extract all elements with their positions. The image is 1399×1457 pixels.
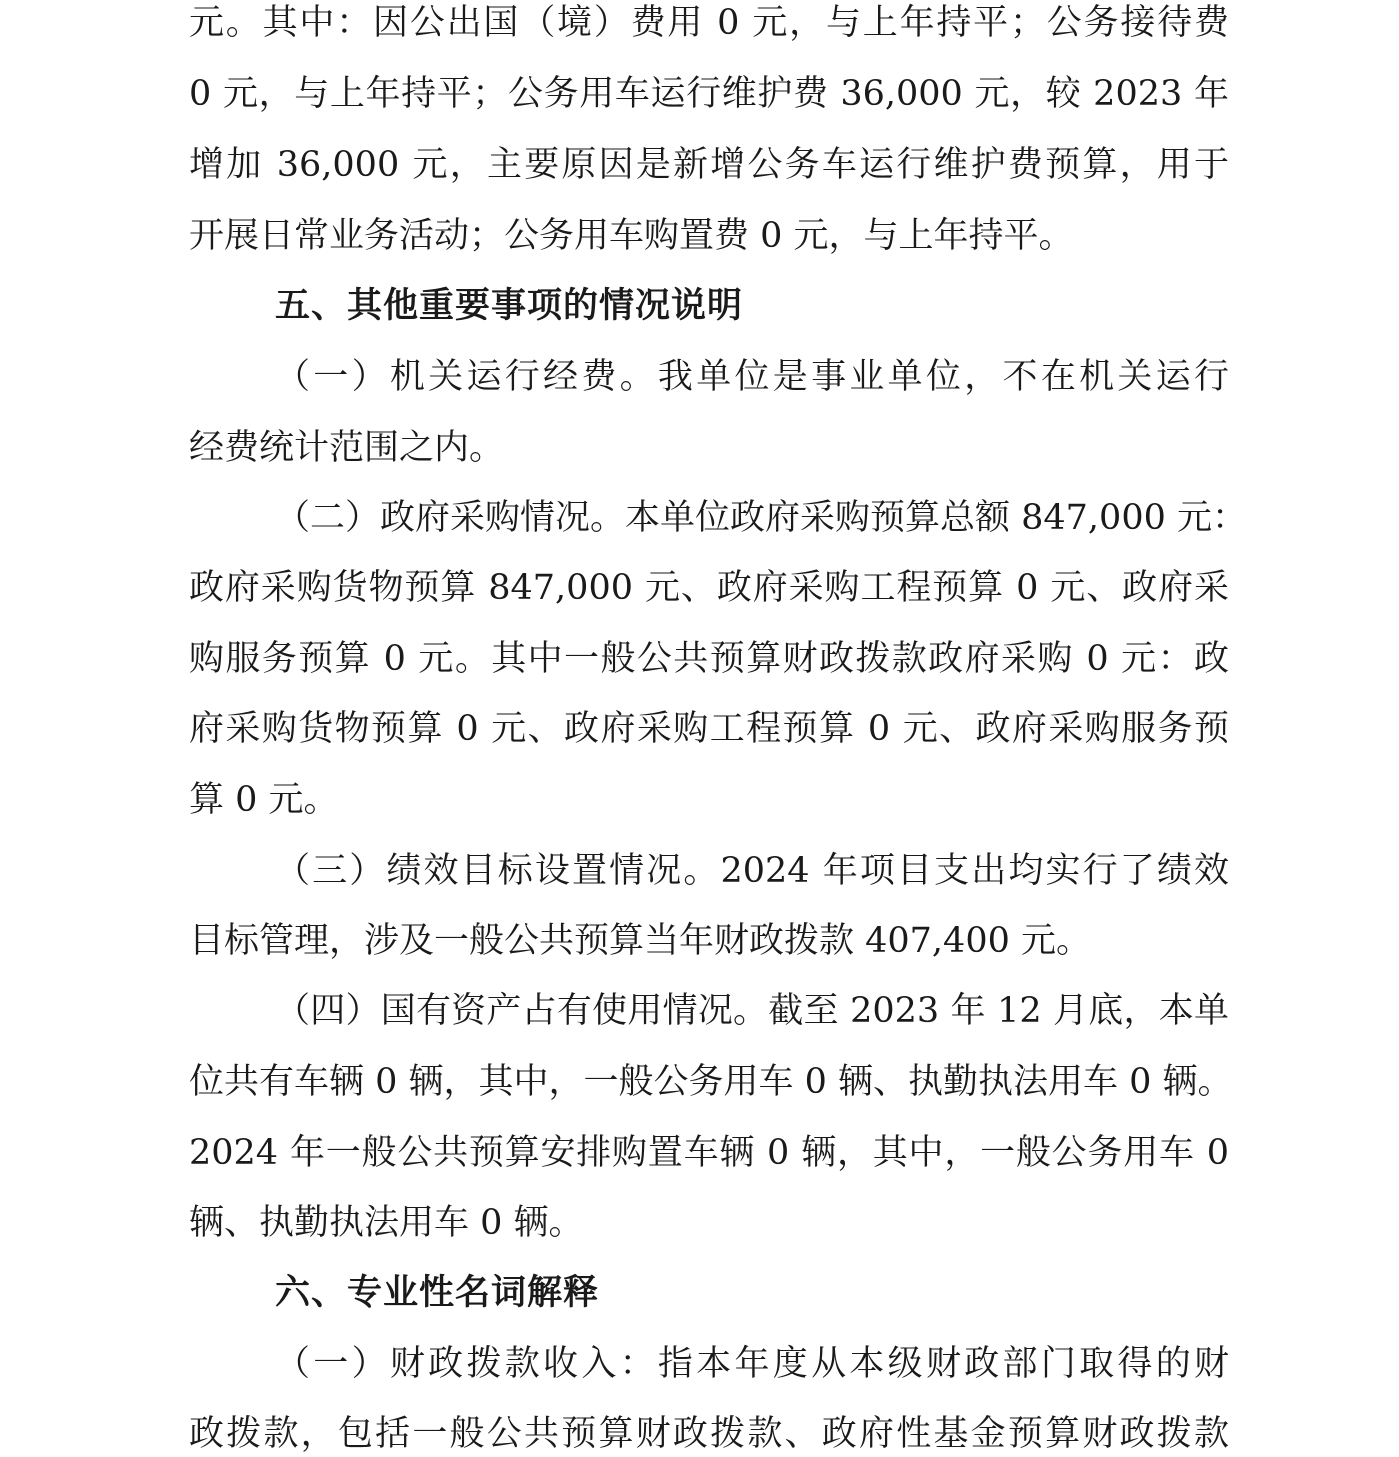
body-text-line: 0 元，与上年持平；公务用车运行维护费 36,000 元，较 2023 年 [189, 74, 1229, 114]
body-text-line: 购服务预算 0 元。其中一般公共预算财政拨款政府采购 0 元：政 [189, 639, 1229, 679]
body-text-line: 政府采购货物预算 847,000 元、政府采购工程预算 0 元、政府采 [189, 568, 1229, 608]
body-text-line: 经费统计范围之内。 [189, 428, 505, 468]
body-text-line: 算 0 元。 [189, 780, 339, 820]
body-text-line: （一）财政拨款收入：指本年度从本级财政部门取得的财 [275, 1344, 1229, 1384]
section-heading-5: 五、其他重要事项的情况说明 [275, 286, 744, 326]
body-text-line: 开展日常业务活动；公务用车购置费 0 元，与上年持平。 [189, 216, 1074, 256]
body-text-line: （三）绩效目标设置情况。2024 年项目支出均实行了绩效 [275, 851, 1229, 891]
body-text-line: （四）国有资产占有使用情况。截至 2023 年 12 月底，本单 [275, 991, 1229, 1031]
body-text-line: （二）政府采购情况。本单位政府采购预算总额 847,000 元： [275, 498, 1247, 538]
body-text-line: 元。其中：因公出国（境）费用 0 元，与上年持平；公务接待费 [189, 3, 1229, 43]
body-text-line: 2024 年一般公共预算安排购置车辆 0 辆，其中，一般公务用车 0 [189, 1133, 1229, 1173]
body-text-line: 位共有车辆 0 辆，其中，一般公务用车 0 辆、执勤执法用车 0 辆。 [189, 1062, 1233, 1102]
body-text-line: 辆、执勤执法用车 0 辆。 [189, 1203, 584, 1243]
body-text-line: 府采购货物预算 0 元、政府采购工程预算 0 元、政府采购服务预 [189, 709, 1229, 749]
body-text-line: （一）机关运行经费。我单位是事业单位，不在机关运行 [275, 357, 1229, 397]
body-text-line: 政拨款，包括一般公共预算财政拨款、政府性基金预算财政拨款 [189, 1414, 1229, 1454]
body-text-line: 增加 36,000 元，主要原因是新增公务车运行维护费预算，用于 [189, 145, 1229, 185]
section-heading-6: 六、专业性名词解释 [275, 1273, 600, 1313]
body-text-line: 目标管理，涉及一般公共预算当年财政拨款 407,400 元。 [189, 921, 1091, 961]
